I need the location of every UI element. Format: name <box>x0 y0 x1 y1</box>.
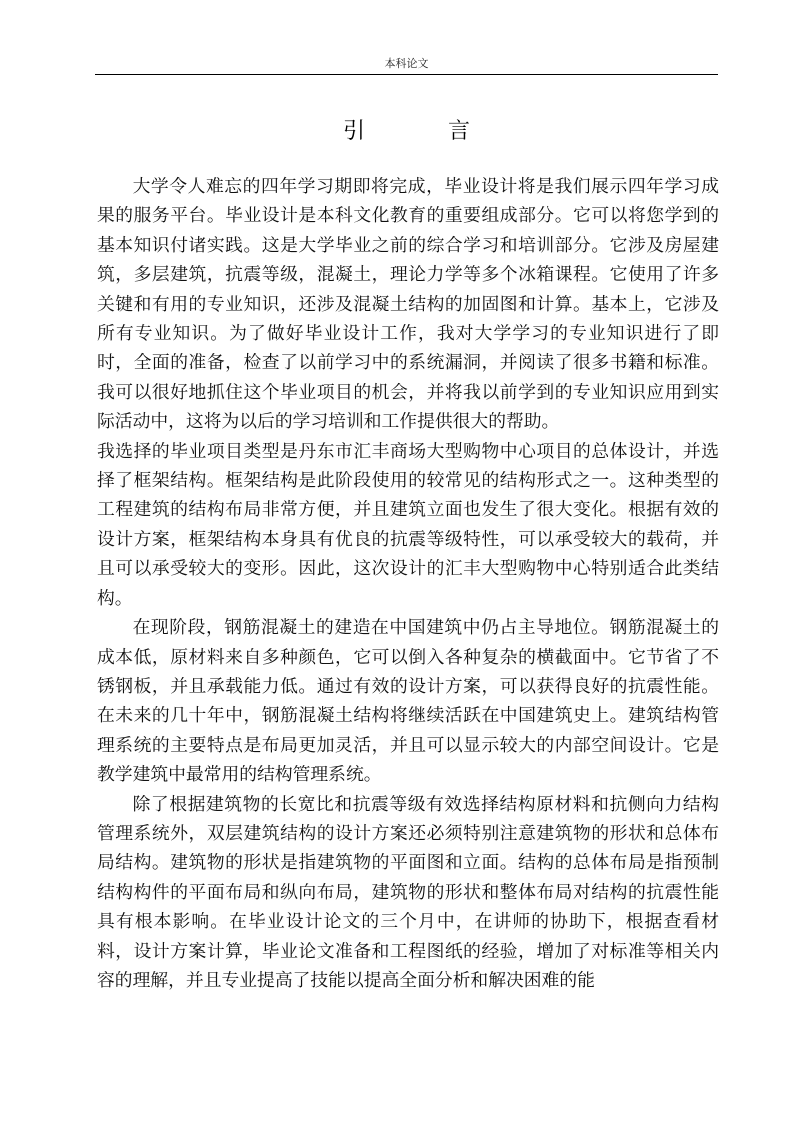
paragraph-1: 大学令人难忘的四年学习期即将完成，毕业设计将是我们展示四年学习成果的服务平台。毕业设计是本科文化教育的重要组成部分。它可以将您学到的基本知识付诸实践。这是大学毕业之前的综合学习和培训部分。它涉及房屋建筑，多层建筑，抗震等级，混凝土，理论力学等多个冰箱课程。它使用了许多关键和有用的专业知识，还涉及混凝土结构的加固图和计算。基本上，它涉及所有专业知识。为了做好毕业设计工作，我对大学学习的专业知识进行了即时，全面的准备，检查了以前学习中的系统漏洞，并阅读了很多书籍和标准。我可以很好地抓住这个毕业项目的机会，并将我以前学到的专业知识应用到实际活动中，这将为以后的学习培训和工作提供很大的帮助。 <box>97 176 719 433</box>
paragraph-4: 除了根据建筑物的长宽比和抗震等级有效选择结构原材料和抗侧向力结构管理系统外，双层建筑结构的设计方案还必须特别注意建筑物的形状和总体布局结构。建筑物的形状是指建筑物的平面图和立面。结构的总体布局是指预制结构构件的平面布局和纵向布局，建筑物的形状和整体布局对结构的抗震性能具有根本影响。在毕业设计论文的三个月中，在讲师的协助下，根据查看材料，设计方案计算，毕业论文准备和工程图纸的经验，增加了对标准等相关内容的理解，并且专业提高了技能以提高全面分析和解决困难的能 <box>97 793 719 991</box>
body-text <box>97 172 719 995</box>
paragraph-2: 我选择的毕业项目类型是丹东市汇丰商场大型购物中心项目的总体设计，并选择了框架结构。框架结构是此阶段使用的较常见的结构形式之一。这种类型的工程建筑的结构布局非常方便，并且建筑立面也发生了很大变化。根据有效的设计方案，框架结构本身具有优良的抗震等级特性，可以承受较大的载荷，并且可以承受较大的变形。因此，这次设计的汇丰大型购物中心特别适合此类结构。 <box>97 440 719 609</box>
section-title: 引 言 <box>343 119 508 144</box>
paragraph-3: 在现阶段，钢筋混凝土的建造在中国建筑中仍占主导地位。钢筋混凝土的成本低，原材料来自多种颜色，它可以倒入各种复杂的横截面中。它节省了不锈钢板，并且承载能力低。通过有效的设计方案，可以获得良好的抗震性能。在未来的几十年中，钢筋混凝土结构将继续活跃在中国建筑史上。建筑结构管理系统的主要特点是布局更加灵活，并且可以显示较大的内部空间设计。它是教学建筑中最常用的结构管理系统。 <box>97 617 719 786</box>
header-rule <box>95 74 718 75</box>
running-header: 本科论文 <box>384 57 429 70</box>
